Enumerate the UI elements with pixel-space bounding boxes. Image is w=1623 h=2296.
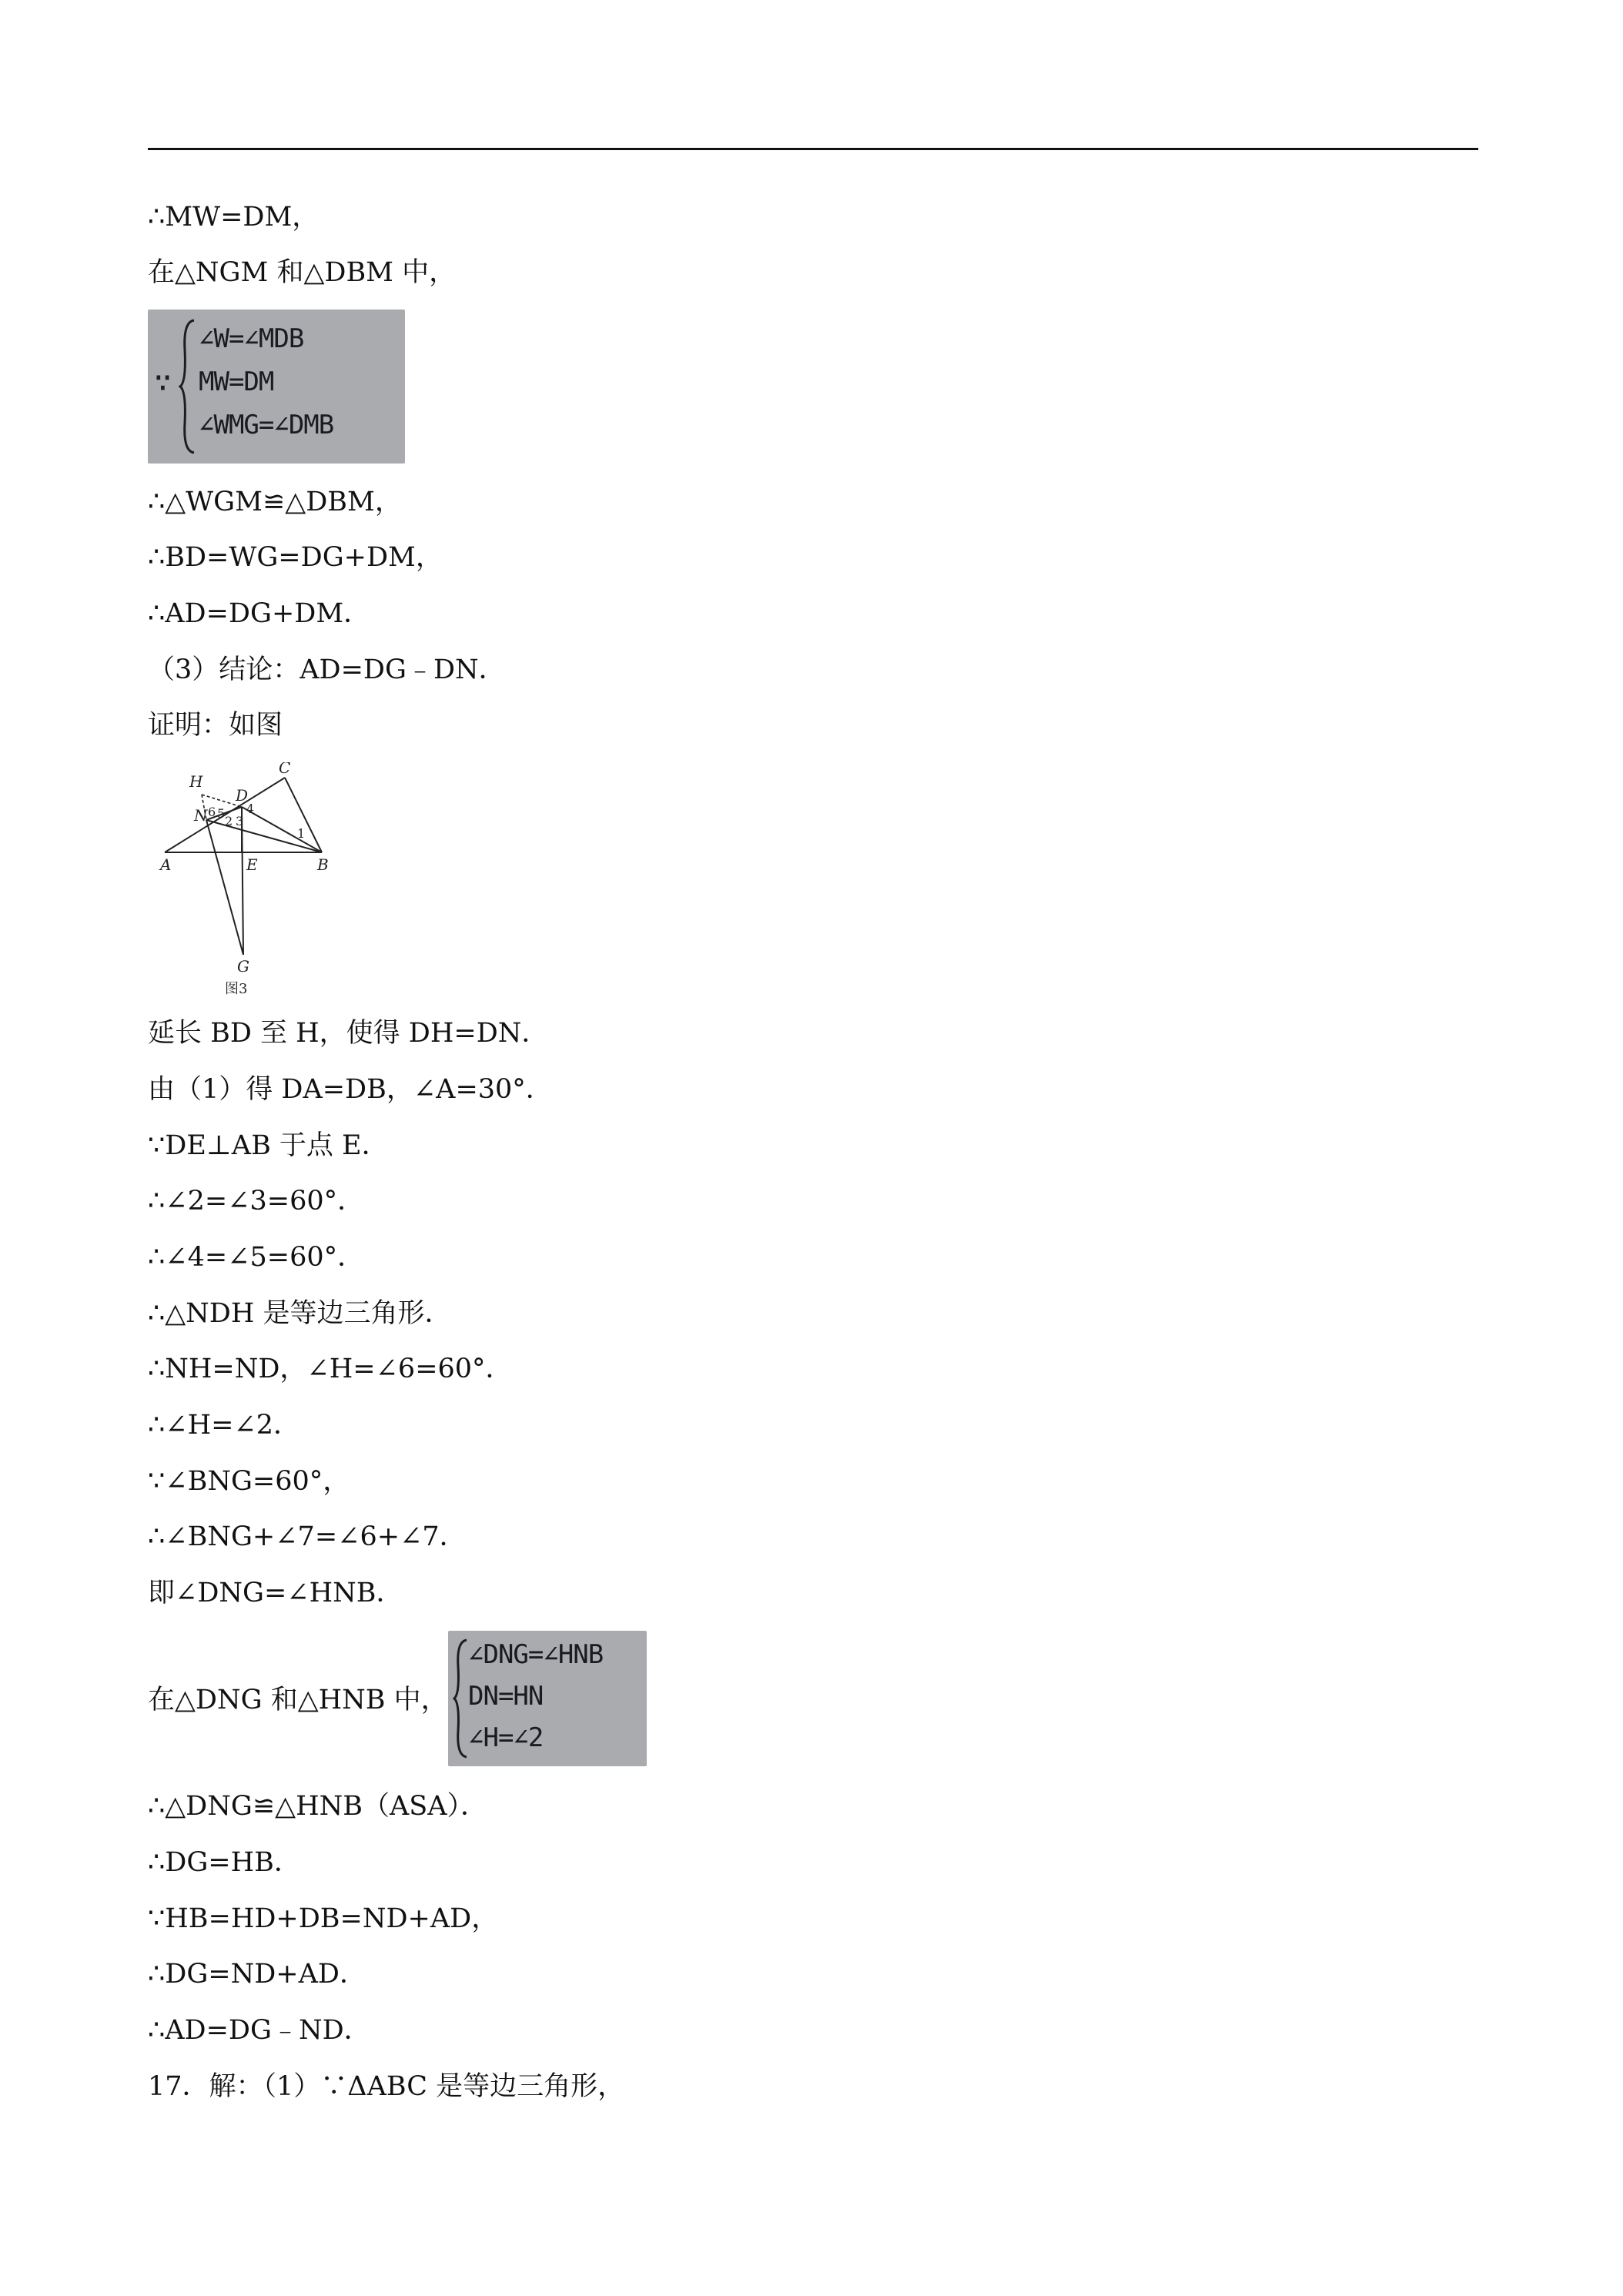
label-B: B: [317, 855, 329, 874]
equation-system-image-2: [448, 1631, 647, 1766]
because-symbol: ∵: [154, 365, 172, 399]
label-H: H: [189, 772, 203, 791]
text-line: ∴AD=DG﹣ND．: [148, 2015, 371, 2046]
text-line: ∴MW=DM，: [148, 202, 320, 233]
text-line: 在△NGM 和△DBM 中，: [148, 257, 457, 288]
system-row: MW=DM: [199, 366, 274, 397]
angle-label-5: 5: [217, 806, 226, 821]
label-A: A: [160, 855, 172, 874]
text-line: ∵HB=HD+DB=ND+AD，: [148, 1903, 499, 1934]
text-line: ∴DG=ND+AD．: [148, 1959, 366, 1990]
text-line: ∴AD=DG+DM．: [148, 598, 371, 629]
text-line: 证明：如图: [148, 710, 283, 741]
equation-system-image-1: [148, 310, 405, 464]
angle-label-4: 4: [246, 802, 255, 816]
label-G: G: [237, 957, 249, 976]
system-row: DN=HN: [468, 1681, 544, 1712]
figure-caption: 图3: [225, 981, 248, 997]
brace-icon: [453, 1638, 470, 1759]
text-line: ∵DE⊥AB 于点 E．: [148, 1130, 389, 1161]
text-line: 由（1）得 DA=DB，∠A=30°．: [148, 1074, 553, 1105]
system-row: ∠W=∠MDB: [199, 323, 304, 354]
geometry-figure: [151, 762, 351, 1001]
label-D: D: [236, 786, 249, 805]
text-line: ∴△DNG≌△HNB（ASA）．: [148, 1791, 487, 1822]
text-line: （3）结论：AD=DG﹣DN．: [148, 654, 506, 685]
text-line: 延长 BD 至 H，使得 DH=DN．: [148, 1018, 549, 1049]
text-line: ∴NH=ND，∠H=∠6=60°．: [148, 1354, 513, 1384]
text-line: 17．解：（1）∵ΔABC 是等边三角形，: [148, 2071, 625, 2102]
text-line: ∴∠H=∠2．: [148, 1410, 301, 1441]
header-rule: [148, 148, 1478, 150]
system-row: ∠DNG=∠HNB: [468, 1639, 604, 1670]
brace-icon: [179, 319, 197, 454]
text-line: ∴△NDH 是等边三角形．: [148, 1298, 452, 1329]
angle-label-3: 3: [236, 814, 244, 828]
label-E: E: [246, 855, 258, 874]
text-line: ∵∠BNG=60°，: [148, 1466, 350, 1497]
label-N: N: [194, 806, 208, 825]
text-line: 在△DNG 和△HNB 中，: [148, 1685, 448, 1715]
text-line: 即∠DNG=∠HNB．: [148, 1578, 403, 1608]
angle-label-6: 6: [208, 805, 216, 819]
system-row: ∠WMG=∠DMB: [199, 410, 334, 440]
text-line: ∴∠4=∠5=60°．: [148, 1242, 365, 1273]
text-line: ∴△WGM≌△DBM，: [148, 487, 402, 517]
text-line: ∴BD=WG=DG+DM，: [148, 542, 443, 573]
text-line: ∴∠BNG+∠7=∠6+∠7．: [148, 1521, 467, 1552]
system-row: ∠H=∠2: [468, 1722, 544, 1753]
label-C: C: [279, 762, 291, 777]
text-line: ∴∠2=∠3=60°．: [148, 1186, 365, 1217]
angle-label-1: 1: [297, 826, 306, 841]
angle-label-2: 2: [225, 814, 233, 828]
text-line: ∴DG=HB．: [148, 1847, 301, 1878]
